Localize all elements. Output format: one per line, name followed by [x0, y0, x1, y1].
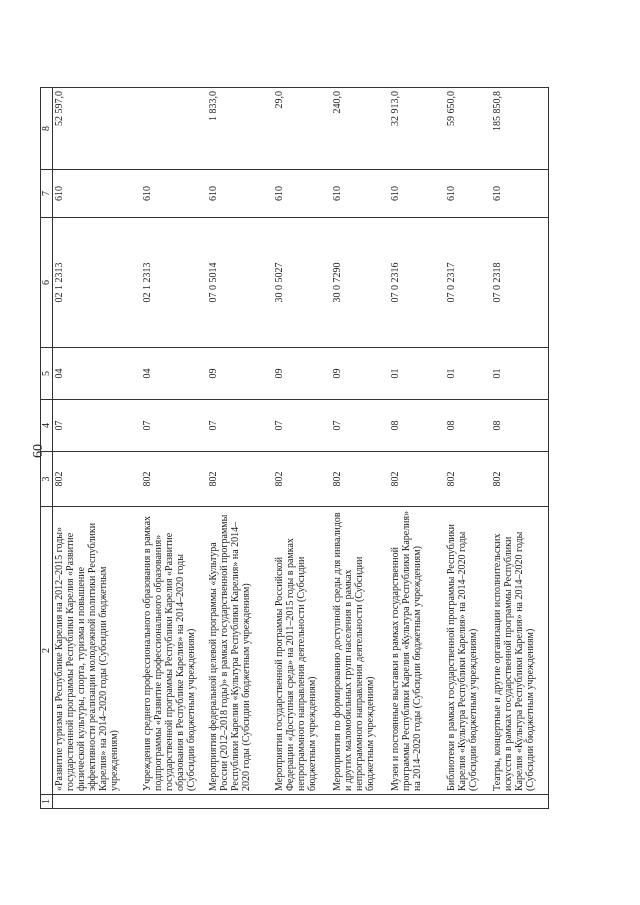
expense-name: Мероприятия федеральной целевой программы «Культура России (2012–2018 годы)» в рамках государственной программы Республики Карелия «Культура Республики Карелия» на 2014–2020 годы (Субсидии бюджетным учреждениям)	[207, 507, 273, 795]
table-row	[491, 88, 549, 809]
page-number: 60	[31, 444, 46, 458]
row-spacer	[331, 795, 389, 809]
expense-type-code: 610	[53, 170, 141, 218]
row-spacer	[207, 795, 273, 809]
expense-type-code: 610	[273, 170, 331, 218]
column-header: 2	[41, 507, 53, 795]
section-code: 07	[53, 400, 141, 452]
expense-type-code: 610	[445, 170, 491, 218]
amount: 240,0	[331, 88, 389, 170]
expense-type-code: 610	[331, 170, 389, 218]
section-code: 07	[141, 400, 207, 452]
subsection-code: 09	[331, 348, 389, 400]
target-article-code: 07 0 2316	[389, 218, 445, 348]
subsection-code: 04	[53, 348, 141, 400]
expense-type-code: 610	[141, 170, 207, 218]
expense-name: Мероприятия государственной программы Российской Федерации «Доступная среда» на 2011–2015 годы в рамках непрограммного направления деятельности (Субсидии бюджетным учреждениям)	[273, 507, 331, 795]
subsection-code: 04	[141, 348, 207, 400]
ministry-code: 802	[273, 452, 331, 507]
column-header: 8	[41, 88, 53, 170]
row-spacer	[53, 795, 141, 809]
column-header: 4	[41, 400, 53, 452]
column-header: 7	[41, 170, 53, 218]
subsection-code: 01	[491, 348, 549, 400]
expense-name: Учреждения среднего профессионального образования в рамках подпрограммы «Развитие профессионального образования» государственной программы Республики Карелия «Развитие образования в Республике Карелия» на 2014–2020 годы (Субсидии бюджетным учреждениям)	[141, 507, 207, 795]
target-article-code: 07 0 2317	[445, 218, 491, 348]
table-row	[273, 88, 331, 809]
row-spacer	[273, 795, 331, 809]
table-row	[445, 88, 491, 809]
budget-table	[40, 87, 549, 809]
ministry-code: 802	[207, 452, 273, 507]
amount: 52 597,0	[53, 88, 141, 170]
ministry-code: 802	[53, 452, 141, 507]
expense-type-code: 610	[491, 170, 549, 218]
subsection-code: 01	[445, 348, 491, 400]
target-article-code: 02 1 2313	[53, 218, 141, 348]
ministry-code: 802	[141, 452, 207, 507]
target-article-code: 30 0 7290	[331, 218, 389, 348]
expense-type-code: 610	[207, 170, 273, 218]
ministry-code: 802	[491, 452, 549, 507]
expense-name: Мероприятия по формированию доступной среды для инвалидов и других маломобильных групп населения в рамках непрограммного направления деятельности (Субсидии бюджетным учреждениям)	[331, 507, 389, 795]
amount: 29,0	[273, 88, 331, 170]
section-code: 07	[207, 400, 273, 452]
target-article-code: 02 1 2313	[141, 218, 207, 348]
row-spacer	[389, 795, 445, 809]
section-code: 07	[273, 400, 331, 452]
amount: 32 913,0	[389, 88, 445, 170]
expense-name: Библиотеки в рамках государственной программы Республики Карелия «Культура Республики Карелия» на 2014–2020 годы (Субсидии бюджетным учреждениям)	[445, 507, 491, 795]
expense-name: Театры, концертные и другие организации исполнительских искусств в рамках государственной программы Республики Карелия «Культура Республики Карелия» на 2014–2020 годы (Субсидии бюджетным учреждениям)	[491, 507, 549, 795]
expense-name: «Развитие туризма в Республике Карелия на 2012–2015 годы» государственной программы Республики Карелия «Развитие физической культуры, спорта, туризма и повышение эффективности реализации молодежной политики Республики Карелия» на 2014–2020 годы (Субсидии бюджетным учреждениям)	[53, 507, 141, 795]
expense-name: Музеи и постоянные выставки в рамках государственной программы Республики Карелия «Культура Республики Карелия» на 2014–2020 годы (Субсидии бюджетным учреждениям)	[389, 507, 445, 795]
column-header: 1	[41, 795, 53, 809]
section-code: 08	[491, 400, 549, 452]
expense-type-code: 610	[389, 170, 445, 218]
amount: 59 650,0	[445, 88, 491, 170]
amount: 185 850,8	[491, 88, 549, 170]
column-header: 3	[41, 452, 53, 507]
table-row	[207, 88, 273, 809]
column-header: 5	[41, 348, 53, 400]
amount: 1 833,0	[207, 88, 273, 170]
target-article-code: 07 0 2318	[491, 218, 549, 348]
ministry-code: 802	[331, 452, 389, 507]
column-header: 6	[41, 218, 53, 348]
section-code: 07	[331, 400, 389, 452]
table-row	[53, 88, 141, 809]
section-code: 08	[445, 400, 491, 452]
amount	[141, 88, 207, 170]
ministry-code: 802	[445, 452, 491, 507]
column-number-row	[41, 88, 53, 809]
target-article-code: 30 0 5027	[273, 218, 331, 348]
subsection-code: 09	[207, 348, 273, 400]
table-row	[141, 88, 207, 809]
table-row	[389, 88, 445, 809]
table-row	[331, 88, 389, 809]
section-code: 08	[389, 400, 445, 452]
subsection-code: 09	[273, 348, 331, 400]
row-spacer	[491, 795, 549, 809]
row-spacer	[445, 795, 491, 809]
ministry-code: 802	[389, 452, 445, 507]
row-spacer	[141, 795, 207, 809]
subsection-code: 01	[389, 348, 445, 400]
target-article-code: 07 0 5014	[207, 218, 273, 348]
